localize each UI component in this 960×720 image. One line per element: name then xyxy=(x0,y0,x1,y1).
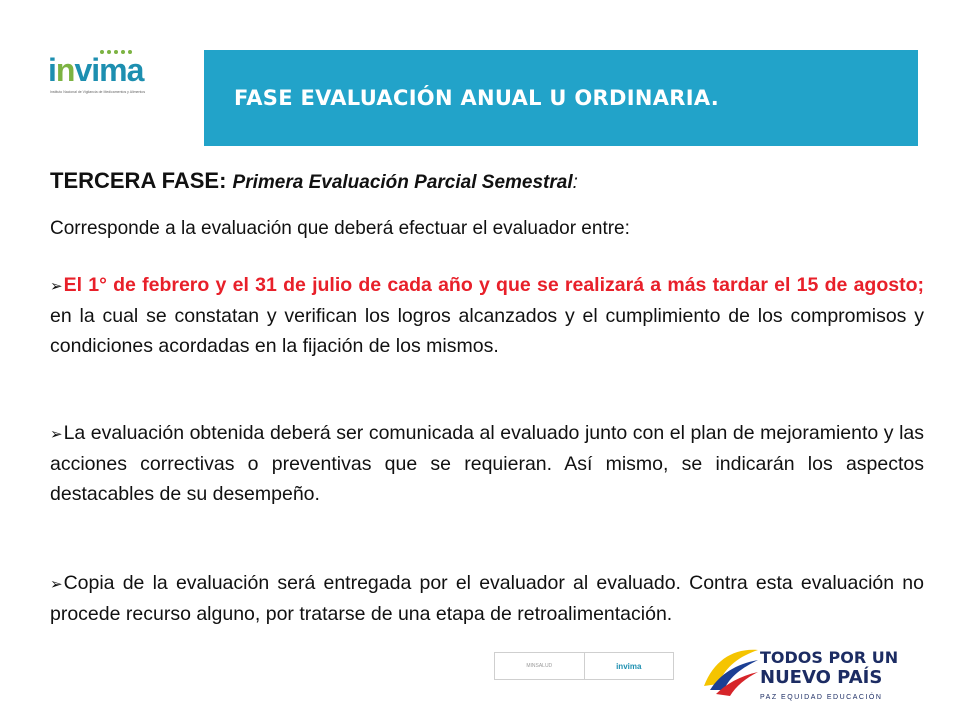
phase-colon: : xyxy=(572,172,578,193)
title-banner xyxy=(204,50,918,146)
arrow-bullet-icon: ➢ xyxy=(50,575,63,593)
logo-letters-rest: vima xyxy=(74,52,144,88)
logo-subtitle: Instituto Nacional de Vigilancia de Medicamentos y Alimentos xyxy=(50,90,146,94)
footer-invima-logo: invima xyxy=(616,661,642,671)
logo-wordmark xyxy=(48,52,143,89)
bullet-item xyxy=(50,418,924,509)
colombia-flag-swoosh-icon xyxy=(700,640,762,700)
slogan-line-2: NUEVO PAÍS xyxy=(760,667,883,688)
slogan-line-1: TODOS POR UN xyxy=(760,648,899,667)
bullet-highlight: El 1° de febrero y el 31 de julio de cada año y que se realizará a más tardar el 15 de agosto; xyxy=(63,274,924,296)
footer-logos xyxy=(494,652,674,680)
minsalud-logo: MINSALUD xyxy=(495,653,585,679)
bullet-text: Copia de la evaluación será entregada por el evaluador al evaluado. Contra esta evaluación no procede recurso alguno, por tratarse de una etapa de retroalimentación. xyxy=(50,572,924,625)
phase-subtitle: Primera Evaluación Parcial Semestral xyxy=(232,172,573,193)
bullet-text: en la cual se constatan y verifican los logros alcanzados y el cumplimiento de los compromisos y condiciones acordadas en la fijación de los mismos. xyxy=(50,305,924,357)
slogan-line-3: PAZ EQUIDAD EDUCACIÓN xyxy=(760,694,883,701)
arrow-bullet-icon: ➢ xyxy=(50,277,63,295)
arrow-bullet-icon: ➢ xyxy=(50,425,63,443)
bullet-item xyxy=(50,270,924,361)
bullet-item xyxy=(50,568,924,629)
phase-lead: TERCERA FASE: xyxy=(50,168,233,193)
slide-title: FASE EVALUACIÓN ANUAL U ORDINARIA. xyxy=(234,86,720,110)
intro-text: Corresponde a la evaluación que deberá efectuar el evaluador entre: xyxy=(50,218,630,239)
logo-letter-i: i xyxy=(48,52,56,88)
government-logo xyxy=(700,640,920,700)
invima-logo xyxy=(48,46,158,116)
bullet-text: La evaluación obtenida deberá ser comunicada al evaluado junto con el plan de mejoramiento y las acciones correctivas o preventivas que se requieran. Así mismo, se indicarán los aspectos destacables de su desempeño. xyxy=(50,422,924,505)
logo-letter-n: n xyxy=(55,52,75,88)
phase-heading xyxy=(50,168,578,194)
government-slogan xyxy=(760,648,898,708)
